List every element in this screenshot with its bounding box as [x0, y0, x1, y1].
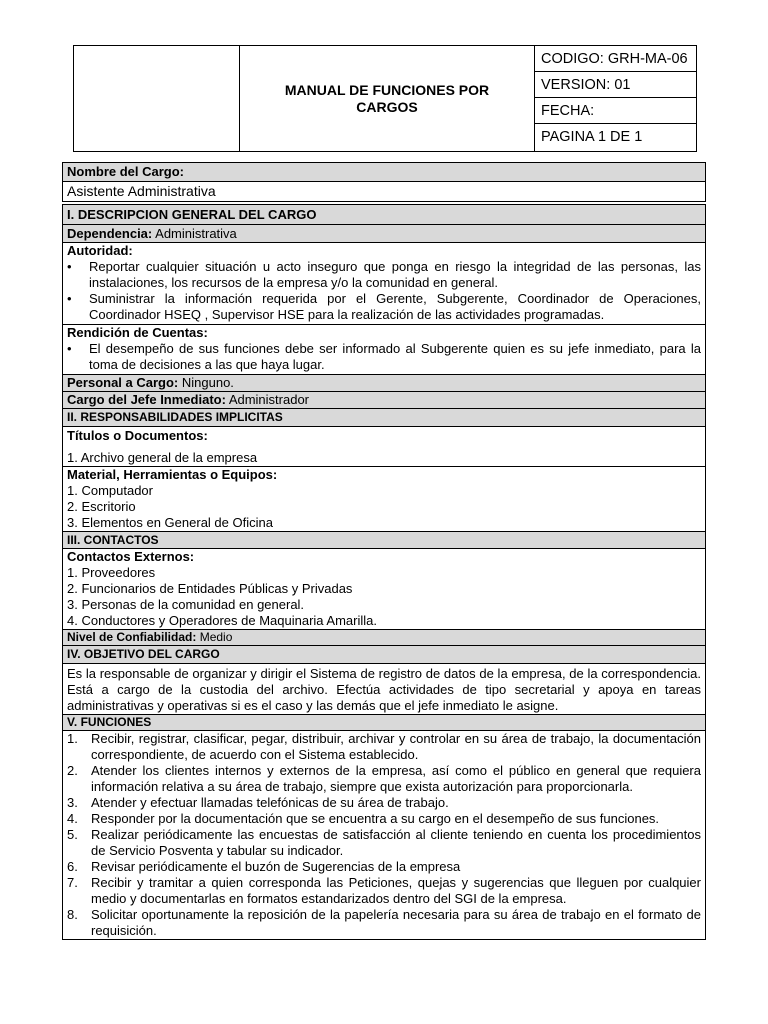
- funcion-item: [67, 795, 701, 811]
- list-item: • Suministrar la información requerida por el Gerente, Subgerente, Coordinador de Operaciones, Coordinador HSEQ , Supervisor HSE para la realización de las actividades programadas.: [67, 291, 701, 323]
- funcion-number: 6.: [67, 859, 78, 874]
- rendicion-label: Rendición de Cuentas:: [67, 325, 208, 340]
- list-item: • Reportar cualquier situación u acto inseguro que ponga en riesgo la integridad de las personas, las instalaciones, los recursos de la empresa y/o la comunidad en general.: [67, 259, 701, 291]
- jefe-value: Administrador: [225, 392, 310, 407]
- rendicion-list: [67, 341, 701, 373]
- funcion-number: 3.: [67, 795, 78, 810]
- funcion-text: Recibir y tramitar a quien corresponda las Peticiones, quejas y sugerencias que lleguen por cualquier medio y documentarlas en formatos estandarizados dentro del SGI de la empresa.: [91, 875, 701, 906]
- personal-label: Personal a Cargo:: [67, 375, 179, 390]
- version: VERSION: 01: [535, 72, 697, 98]
- list-item: 2. Funcionarios de Entidades Públicas y Privadas: [67, 581, 353, 596]
- funcion-text: Recibir, registrar, clasificar, pegar, distribuir, archivar y controlar en su área de trabajo, la documentación correspondiente, de acuerdo con el Sistema establecido.: [91, 731, 701, 762]
- rendicion-row: [63, 325, 705, 375]
- fecha: FECHA:: [535, 98, 697, 124]
- nivel-row: [63, 630, 705, 646]
- funcion-number: 7.: [67, 875, 78, 890]
- list-item: 1. Computador: [67, 483, 153, 498]
- titulos-row: [63, 427, 705, 467]
- jefe-row: [63, 392, 705, 409]
- cargo-table: [62, 162, 706, 202]
- section-5-title: V. FUNCIONES: [63, 715, 705, 731]
- section-1-title: I. DESCRIPCION GENERAL DEL CARGO: [63, 205, 705, 225]
- pagina: PAGINA 1 DE 1: [541, 129, 643, 145]
- contactos-label: Contactos Externos:: [67, 549, 195, 564]
- nivel-value: Medio: [196, 630, 233, 644]
- list-item: 4. Conductores y Operadores de Maquinaria Amarilla.: [67, 613, 377, 628]
- funcion-text: Solicitar oportunamente la reposición de la papelería necesaria para su área de trabajo en el formato de requisición.: [91, 907, 701, 938]
- funcion-item: [67, 875, 701, 907]
- list-item: 3. Personas de la comunidad en general.: [67, 597, 305, 612]
- funcion-item: [67, 827, 701, 859]
- document-body: [62, 162, 706, 940]
- dependencia-row: [63, 225, 705, 243]
- nivel-label: Nivel de Confiabilidad:: [67, 630, 197, 644]
- personal-value: Ninguno.: [178, 375, 234, 390]
- funcion-item: [67, 731, 701, 763]
- section-3-title: III. CONTACTOS: [63, 532, 705, 549]
- main-table: [62, 204, 706, 940]
- funcion-item: [67, 859, 701, 875]
- list-item: 1. Archivo general de la empresa: [67, 450, 258, 465]
- list-item: 3. Elementos en General de Oficina: [67, 515, 273, 530]
- material-row: [63, 467, 705, 532]
- funcion-number: 5.: [67, 827, 78, 842]
- autoridad-row: [63, 243, 705, 325]
- cargo-value: Asistente Administrativa: [63, 182, 705, 202]
- section-2-title: II. RESPONSABILIDADES IMPLICITAS: [63, 409, 705, 427]
- dependencia-value: Administrativa: [152, 226, 237, 241]
- funcion-text: Responder por la documentación que se encuentra a su cargo en el desempeño de sus funciones.: [91, 811, 660, 826]
- funcion-item: [67, 763, 701, 795]
- funciones-list: [67, 731, 701, 939]
- funcion-item: [67, 907, 701, 939]
- objetivo-text: Es la responsable de organizar y dirigir el Sistema de registro de datos de la empresa, de la correspondencia. Está a cargo de la custodia del archivo. Efectúa actividades de tipo secretarial y apoya en tareas administrativas y operativas si es el caso y las demás que el jefe inmediato le asigne.: [63, 664, 705, 715]
- funcion-number: 1.: [67, 731, 78, 746]
- list-item: 1. Proveedores: [67, 565, 156, 580]
- funciones-row: [63, 731, 705, 940]
- autoridad-list: [67, 259, 701, 323]
- cargo-label: Nombre del Cargo:: [63, 163, 705, 182]
- autoridad-label: Autoridad:: [67, 243, 133, 258]
- document-title: MANUAL DE FUNCIONES POR CARGOS: [284, 81, 490, 115]
- dependencia-label: Dependencia:: [67, 226, 153, 241]
- funcion-number: 4.: [67, 811, 78, 826]
- logo-cell: [74, 46, 240, 151]
- contactos-row: [63, 549, 705, 630]
- funcion-number: 2.: [67, 763, 78, 778]
- funcion-item: [67, 811, 701, 827]
- personal-row: [63, 375, 705, 392]
- funcion-text: Atender y efectuar llamadas telefónicas de su área de trabajo.: [91, 795, 449, 810]
- list-item: 2. Escritorio: [67, 499, 136, 514]
- titulos-label: Títulos o Documentos:: [67, 428, 208, 443]
- funcion-text: Atender los clientes internos y externos de la empresa, así como el público en general que requiera información relativa a su área de trabajo, siempre que exista autorización para proporcionarla.: [91, 763, 701, 794]
- document-codes: [534, 46, 697, 151]
- jefe-label: Cargo del Jefe Inmediato:: [67, 392, 226, 407]
- codigo: CODIGO: GRH-MA-06: [535, 46, 697, 72]
- funcion-text: Realizar periódicamente las encuestas de satisfacción al cliente teniendo en cuenta los procedimientos de Servicio Posventa y tabular su indicador.: [91, 827, 701, 858]
- list-item: • El desempeño de sus funciones debe ser informado al Subgerente quien es su jefe inmediato, para la toma de decisiones a las que haya lugar.: [67, 341, 701, 373]
- document-header: [73, 45, 697, 152]
- section-4-title: IV. OBJETIVO DEL CARGO: [63, 646, 705, 664]
- material-label: Material, Herramientas o Equipos:: [67, 467, 278, 482]
- funcion-number: 8.: [67, 907, 78, 922]
- funcion-text: Revisar periódicamente el buzón de Sugerencias de la empresa: [91, 859, 461, 874]
